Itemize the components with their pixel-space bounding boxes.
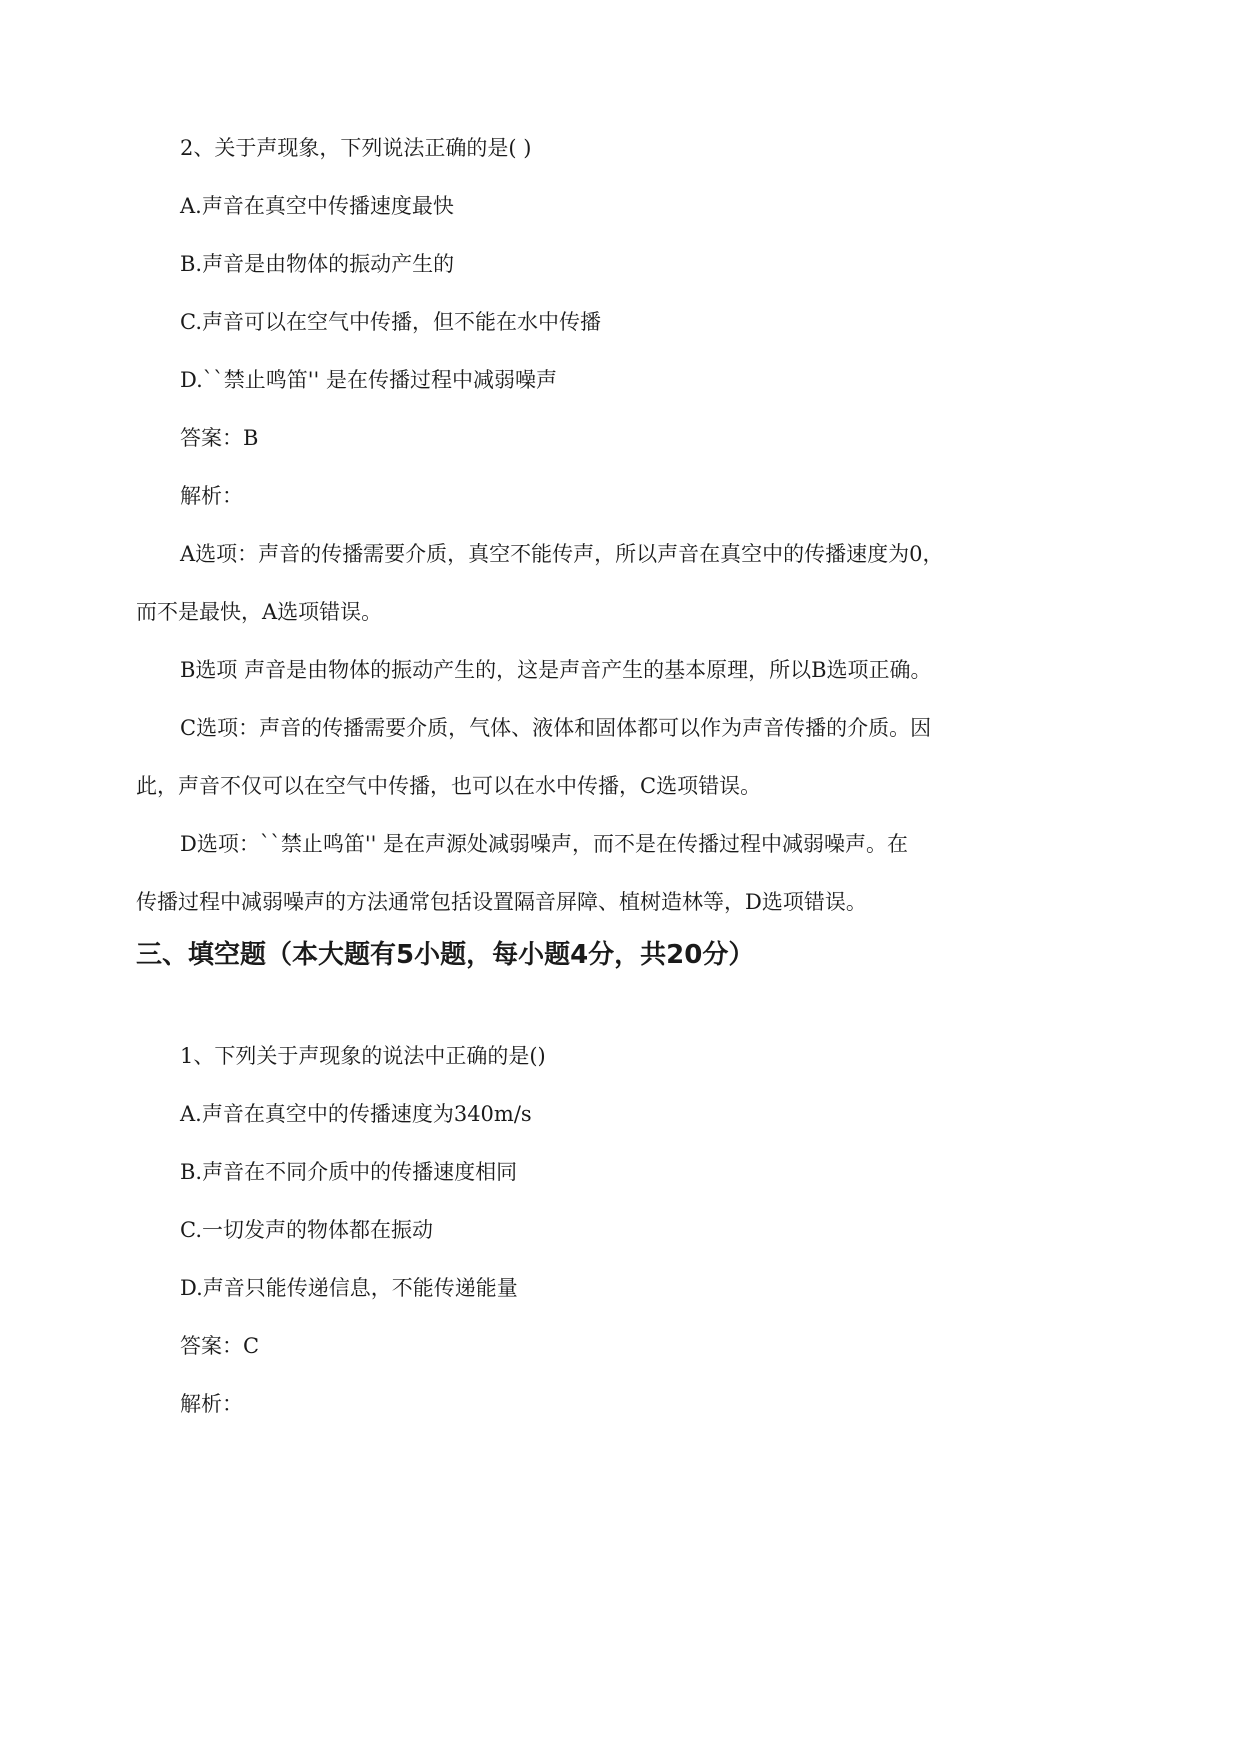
question-2-option-d: D.``禁止鸣笛'' 是在传播过程中减弱噪声 <box>180 368 557 392</box>
question-2-stem: 2、关于声现象，下列说法正确的是( ) <box>180 136 532 160</box>
analysis-line: B选项 声音是由物体的振动产生的，这是声音产生的基本原理，所以B选项正确。 <box>180 658 932 682</box>
question-1-option-d: D.声音只能传递信息，不能传递能量 <box>180 1276 518 1300</box>
question-1-option-c: C.一切发声的物体都在振动 <box>180 1218 433 1242</box>
question-2-analysis-label: 解析： <box>180 484 243 508</box>
question-1-option-a: A.声音在真空中的传播速度为340m/s <box>180 1102 532 1126</box>
analysis-line: A选项：声音的传播需要介质，真空不能传声，所以声音在真空中的传播速度为0， <box>180 542 944 566</box>
question-2-option-b: B.声音是由物体的振动产生的 <box>180 252 455 276</box>
analysis-line: 此，声音不仅可以在空气中传播，也可以在水中传播，C选项错误。 <box>136 774 762 798</box>
question-1-stem: 1、下列关于声现象的说法中正确的是() <box>180 1044 546 1068</box>
analysis-line: 传播过程中减弱噪声的方法通常包括设置隔音屏障、植树造林等，D选项错误。 <box>136 890 867 914</box>
section-3-heading: 三、填空题（本大题有5小题，每小题4分，共20分） <box>136 940 755 970</box>
question-2-answer: 答案：B <box>180 426 259 450</box>
analysis-line: D选项：``禁止鸣笛'' 是在声源处减弱噪声，而不是在传播过程中减弱噪声。在 <box>180 832 909 856</box>
analysis-line: 而不是最快，A选项错误。 <box>136 600 383 624</box>
analysis-line: C选项：声音的传播需要介质，气体、液体和固体都可以作为声音传播的介质。因 <box>180 716 932 740</box>
question-2-option-a: A.声音在真空中传播速度最快 <box>180 194 454 218</box>
question-1-option-b: B.声音在不同介质中的传播速度相同 <box>180 1160 518 1184</box>
question-2-option-c: C.声音可以在空气中传播，但不能在水中传播 <box>180 310 601 334</box>
question-1-analysis-label: 解析： <box>180 1392 243 1416</box>
question-1-answer: 答案：C <box>180 1334 260 1358</box>
